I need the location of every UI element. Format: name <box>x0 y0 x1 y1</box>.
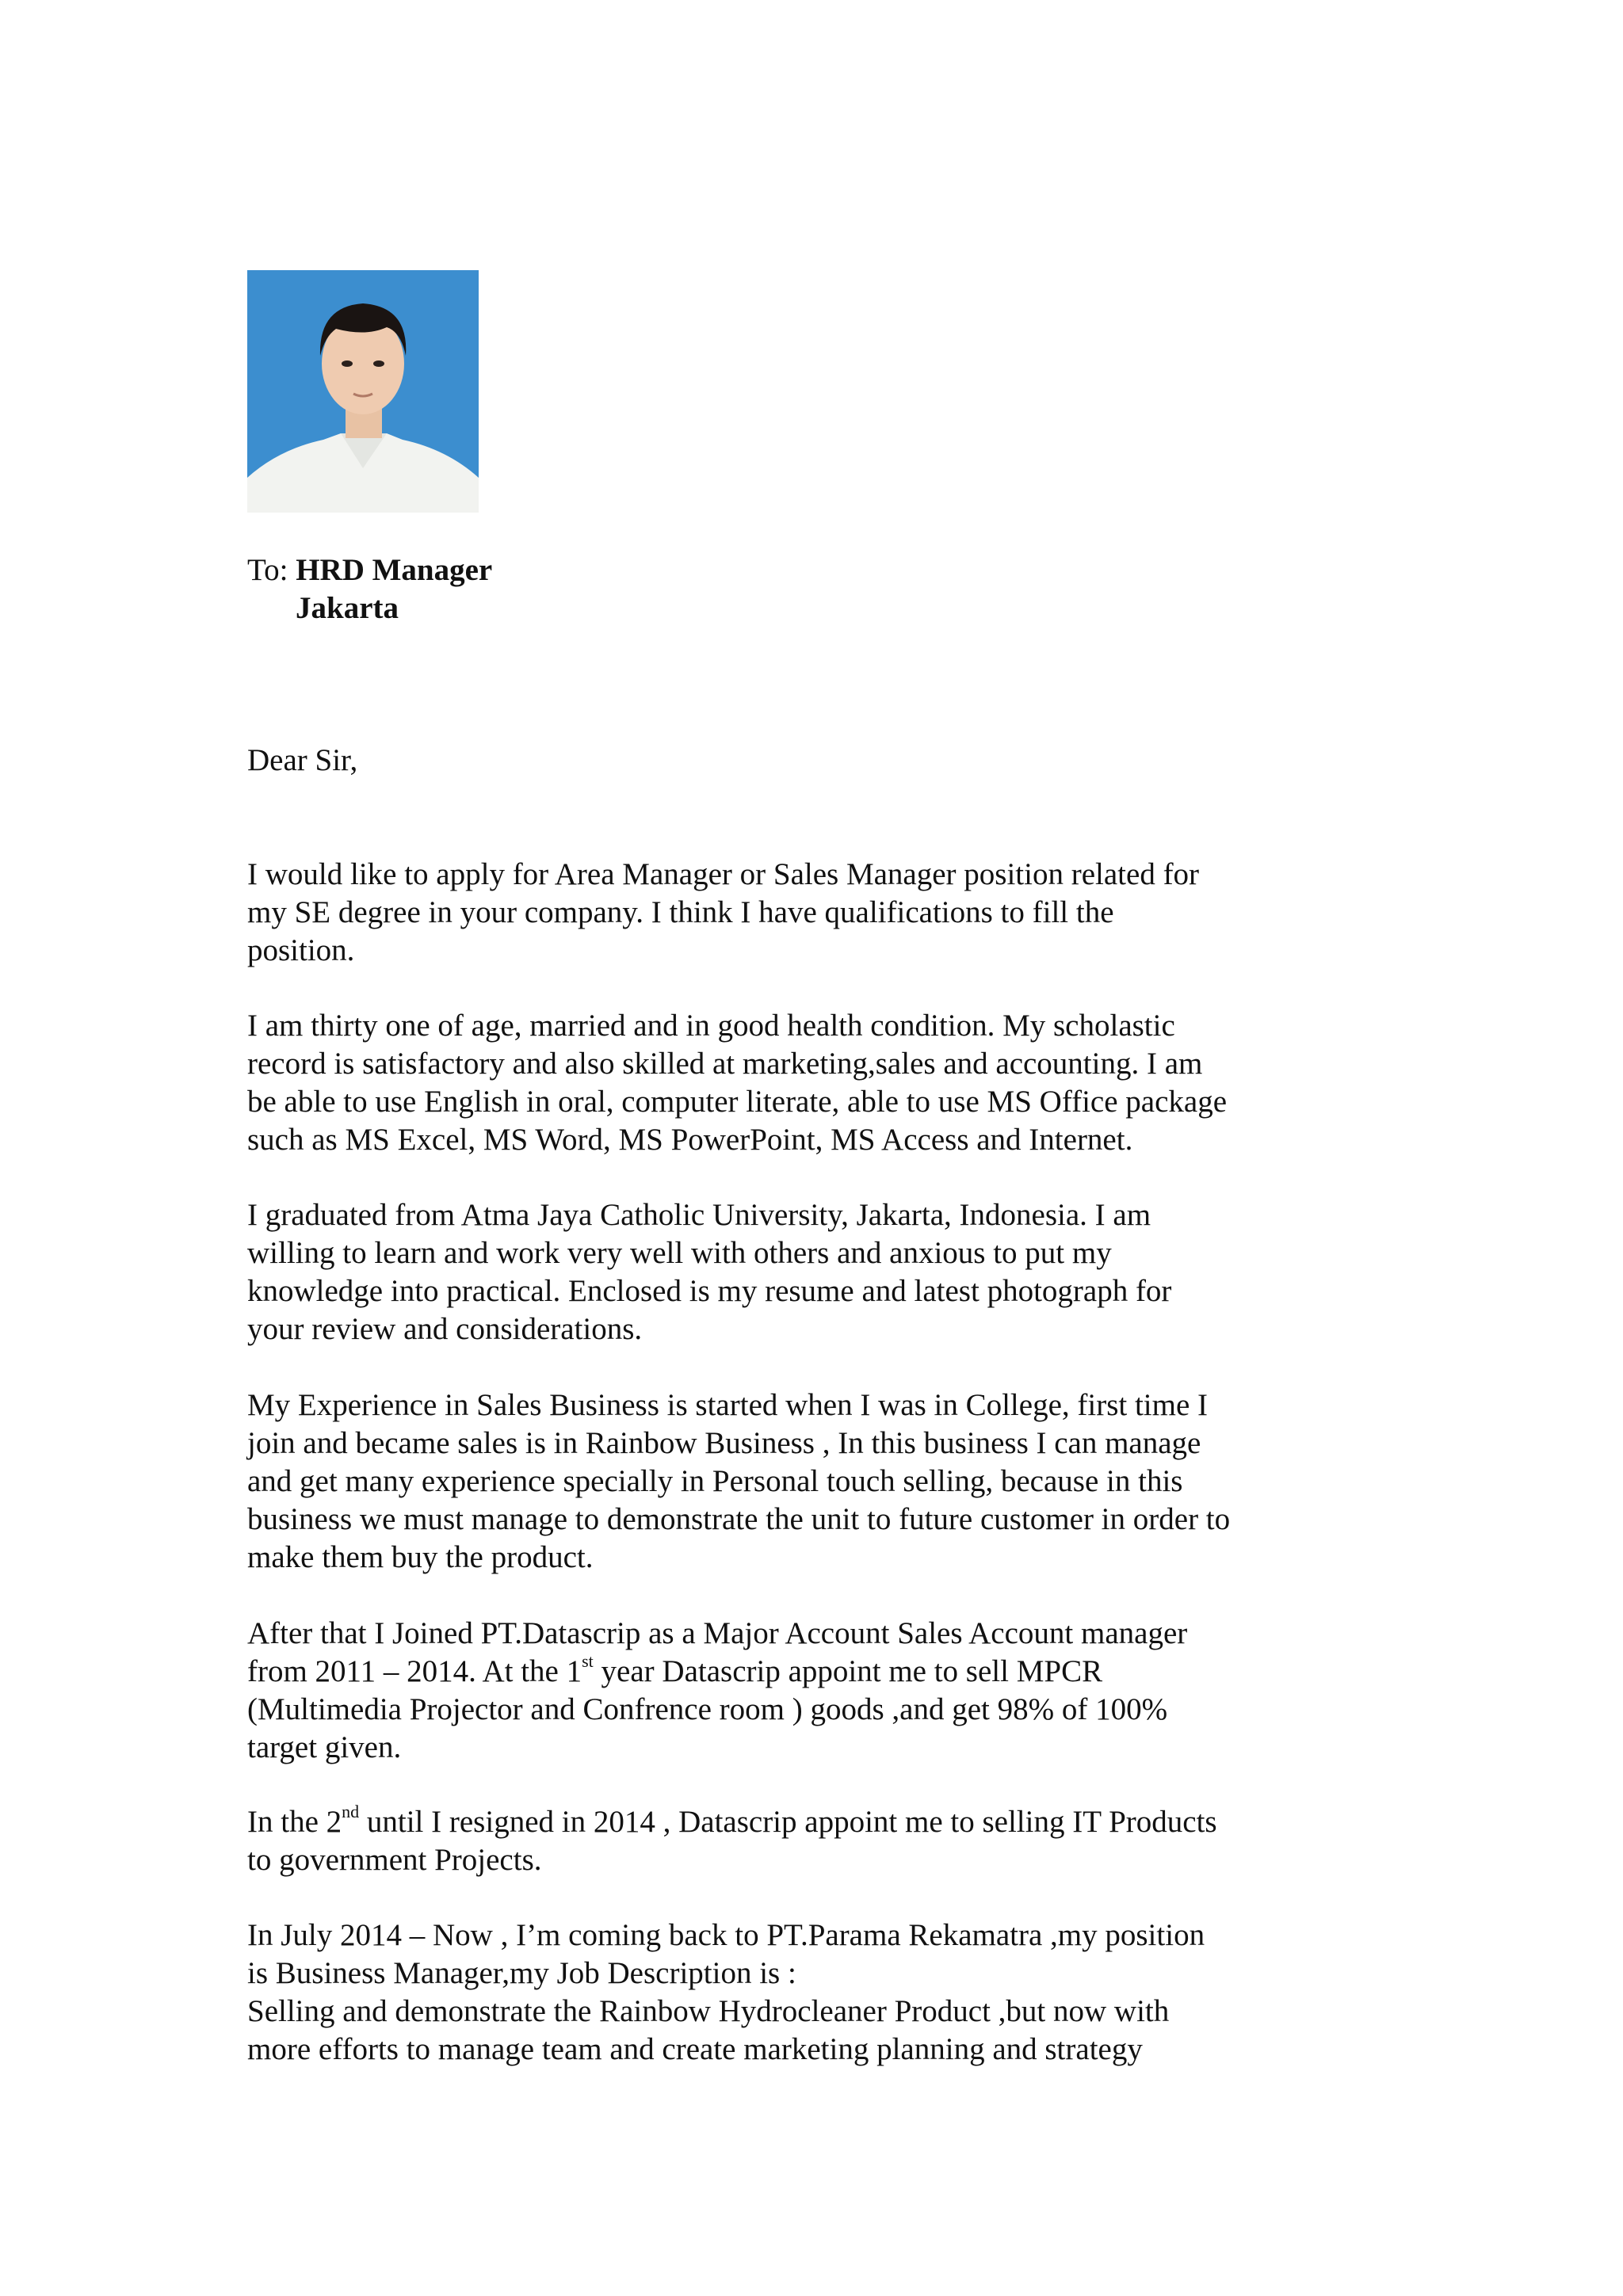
text-line <box>247 1803 1309 1841</box>
recipient-line <box>247 551 1309 589</box>
text-line: willing to learn and work very well with others and anxious to put my <box>247 1236 1112 1270</box>
paragraph-application <box>247 856 1309 970</box>
text-line: target given. <box>247 1730 402 1764</box>
recipient-city: Jakarta <box>296 591 399 625</box>
text-line <box>247 1653 1309 1691</box>
ordinal-suffix: nd <box>342 1802 360 1821</box>
text-line: join and became sales is in Rainbow Business , In this business I can manage <box>247 1426 1201 1460</box>
paragraph-current-position <box>247 1917 1309 2069</box>
text-line: business we must manage to demonstrate the unit to future customer in order to <box>247 1502 1231 1536</box>
paragraph-experience <box>247 1386 1309 1577</box>
text-line: My Experience in Sales Business is started when I was in College, first time I <box>247 1388 1209 1422</box>
greeting: Dear Sir, <box>247 743 358 777</box>
text-line: such as MS Excel, MS Word, MS PowerPoint, MS Access and Internet. <box>247 1123 1133 1157</box>
text-line: your review and considerations. <box>247 1312 643 1346</box>
text-line: knowledge into practical. Enclosed is my resume and latest photograph for <box>247 1274 1172 1308</box>
recipient-prefix: To: <box>247 553 296 587</box>
text-line: make them buy the product. <box>247 1540 594 1574</box>
text-line: more efforts to manage team and create marketing planning and strategy <box>247 2032 1143 2066</box>
paragraph-education <box>247 1196 1309 1348</box>
ordinal-suffix: st <box>582 1651 594 1671</box>
paragraph-datascrip <box>247 1615 1309 1767</box>
text-segment: In the 2 <box>247 1805 342 1839</box>
text-line: record is satisfactory and also skilled at marketing,sales and accounting. I am <box>247 1047 1203 1081</box>
text-line: I am thirty one of age, married and in good health condition. My scholastic <box>247 1009 1175 1043</box>
text-segment: year Datascrip appoint me to sell MPCR <box>593 1654 1103 1688</box>
text-line: I would like to apply for Area Manager or Sales Manager position related for <box>247 857 1200 891</box>
text-segment: from 2011 – 2014. At the 1 <box>247 1654 582 1688</box>
text-line: and get many experience specially in Personal touch selling, because in this <box>247 1464 1183 1498</box>
text-line: position. <box>247 933 355 967</box>
paragraph-it-products <box>247 1803 1309 1879</box>
text-line: is Business Manager,my Job Description is : <box>247 1956 796 1990</box>
text-line: (Multimedia Projector and Confrence room ) goods ,and get 98% of 100% <box>247 1692 1168 1726</box>
text-segment: until I resigned in 2014 , Datascrip appoint me to selling IT Products <box>359 1805 1217 1839</box>
text-line: be able to use English in oral, computer literate, able to use MS Office package <box>247 1085 1228 1119</box>
text-line: After that I Joined PT.Datascrip as a Major Account Sales Account manager <box>247 1616 1188 1650</box>
text-line: my SE degree in your company. I think I have qualifications to fill the <box>247 895 1114 929</box>
text-line: to government Projects. <box>247 1843 542 1877</box>
applicant-photo-icon <box>247 270 479 513</box>
text-line: In July 2014 – Now , I’m coming back to PT.Parama Rekamatra ,my position <box>247 1918 1205 1952</box>
text-line: Selling and demonstrate the Rainbow Hydrocleaner Product ,but now with <box>247 1994 1170 2028</box>
recipient-title: HRD Manager <box>296 553 493 587</box>
paragraph-personal <box>247 1007 1309 1159</box>
text-line: I graduated from Atma Jaya Catholic University, Jakarta, Indonesia. I am <box>247 1198 1151 1232</box>
